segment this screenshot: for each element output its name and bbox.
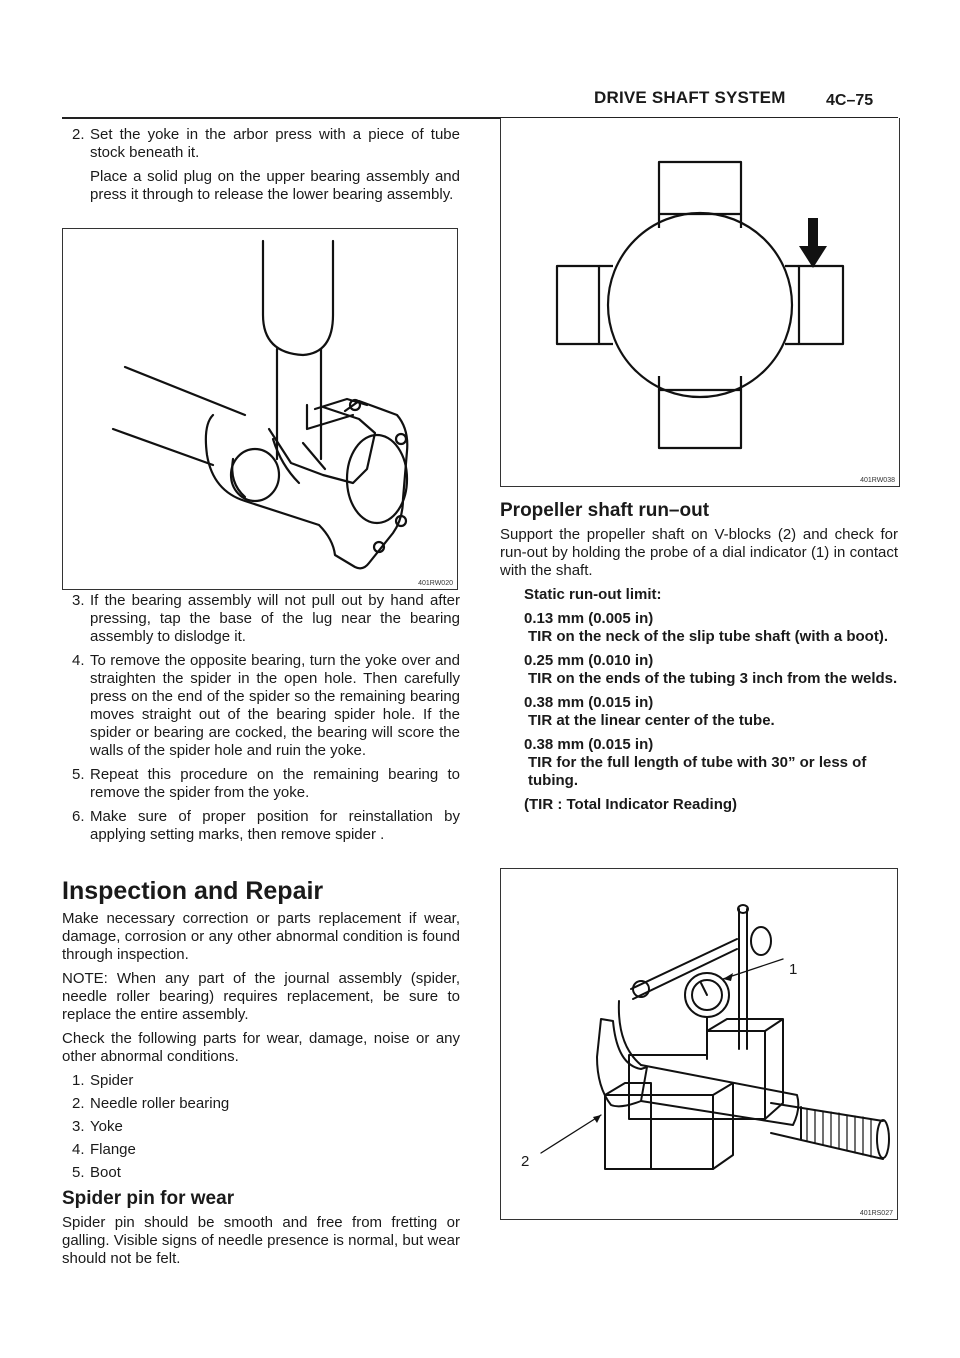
spider-heading: Spider pin for wear (62, 1188, 235, 1209)
list-label: Needle roller bearing (90, 1095, 230, 1112)
runout-heading: Propeller shaft run–out (500, 500, 710, 521)
figure-code: 401RS027 (859, 1210, 893, 1217)
step-number: 3. (72, 592, 85, 609)
list-number: 5. (72, 1164, 85, 1181)
runout-limit-item (500, 736, 898, 790)
list-number: 2. (72, 1095, 85, 1112)
list-label: Spider (90, 1072, 134, 1089)
list-number: 4. (72, 1141, 85, 1158)
step-number: 6. (72, 808, 85, 825)
limit-value: 0.13 mm (0.005 in) (524, 610, 654, 627)
parts-list-item (62, 1164, 460, 1182)
step-text: Make sure of proper position for reinstallation by applying setting marks, then remove spider . (90, 808, 460, 843)
figure-code: 401RW020 (418, 580, 453, 587)
bearing-press-illustration (63, 229, 457, 589)
runout-limit-item (500, 610, 898, 646)
list-number: 3. (72, 1118, 85, 1135)
step-text: Set the yoke in the arbor press with a piece of tube stock beneath it. (90, 126, 460, 161)
figure-code: 401RW038 (860, 477, 895, 484)
step-3 (62, 592, 460, 646)
step-5 (62, 766, 460, 802)
list-label: Flange (90, 1141, 136, 1158)
runout-section (500, 500, 898, 814)
inspection-section (62, 876, 460, 1274)
step-2 (62, 126, 460, 162)
step-text: Repeat this procedure on the remaining bearing to remove the spider from the yoke. (90, 766, 460, 801)
limit-value: 0.38 mm (0.015 in) (524, 736, 654, 753)
step-number: 4. (72, 652, 85, 669)
limit-description: TIR at the linear center of the tube. (528, 712, 775, 729)
inspection-note: NOTE: When any part of the journal assembly (spider, needle roller bearing) requires replacement, be sure to replace the entire assembly. (62, 970, 460, 1023)
step-4 (62, 652, 460, 760)
parts-list-item (62, 1141, 460, 1159)
limit-description: TIR on the neck of the slip tube shaft (with a boot). (528, 628, 888, 645)
limit-label: Static run-out limit: (524, 586, 662, 603)
list-label: Yoke (90, 1118, 123, 1135)
step-2-block (62, 126, 460, 210)
step-number: 5. (72, 766, 85, 783)
runout-intro: Support the propeller shaft on V-blocks (2) and check for run-out by holding the probe of a dial indicator (1) in contact with the shaft. (500, 526, 898, 579)
limit-value: 0.25 mm (0.010 in) (524, 652, 654, 669)
figure-bearing-press (62, 228, 458, 590)
limit-value: 0.38 mm (0.015 in) (524, 694, 654, 711)
inspection-heading: Inspection and Repair (62, 877, 324, 905)
spider-cross-illustration (501, 118, 899, 486)
section-title: DRIVE SHAFT SYSTEM (594, 88, 786, 107)
runout-limit-item (500, 694, 898, 730)
parts-list-item (62, 1095, 460, 1113)
list-number: 1. (72, 1072, 85, 1089)
step-6 (62, 808, 460, 844)
list-label: Boot (90, 1164, 121, 1181)
inspection-paragraph-3: Check the following parts for wear, damage, noise or any other abnormal conditions. (62, 1030, 460, 1065)
inspection-paragraph-1: Make necessary correction or parts replacement if wear, damage, corrosion or any other abnormal condition is found through inspection. (62, 910, 460, 963)
dial-indicator-illustration (501, 869, 897, 1219)
step-text: If the bearing assembly will not pull out by hand after pressing, tap the base of the lug near the bearing assembly to dislodge it. (90, 592, 460, 645)
tir-note: (TIR : Total Indicator Reading) (524, 796, 738, 813)
limit-description: TIR on the ends of the tubing 3 inch from the welds. (528, 670, 898, 687)
page-number: 4C–75 (826, 92, 874, 109)
figure-dial-indicator (500, 868, 898, 1220)
callout-2: 2 (521, 1153, 530, 1170)
step-text: To remove the opposite bearing, turn the yoke over and straighten the spider in the open hole. Then carefully press on the end of the spider so the remaining bearing moves straight out of the bearing spider hole. If the spider or bearing are cocked, the bearing will score the walls of the spider hole and ruin the yoke. (90, 652, 460, 759)
step-2-continuation: Place a solid plug on the upper bearing assembly and press it through to release the lower bearing assembly. (90, 168, 460, 203)
callout-1: 1 (789, 961, 798, 978)
steps-3-6 (62, 592, 460, 850)
step-number: 2. (72, 126, 85, 143)
limit-description: TIR for the full length of tube with 30” or less of tubing. (528, 754, 867, 789)
parts-list-item (62, 1072, 460, 1090)
runout-limit-item (500, 652, 898, 688)
parts-list-item (62, 1118, 460, 1136)
spider-paragraph: Spider pin should be smooth and free from fretting or galling. Visible signs of needle presence is normal, but wear should not be felt. (62, 1214, 460, 1267)
figure-spider-cross (500, 118, 900, 487)
